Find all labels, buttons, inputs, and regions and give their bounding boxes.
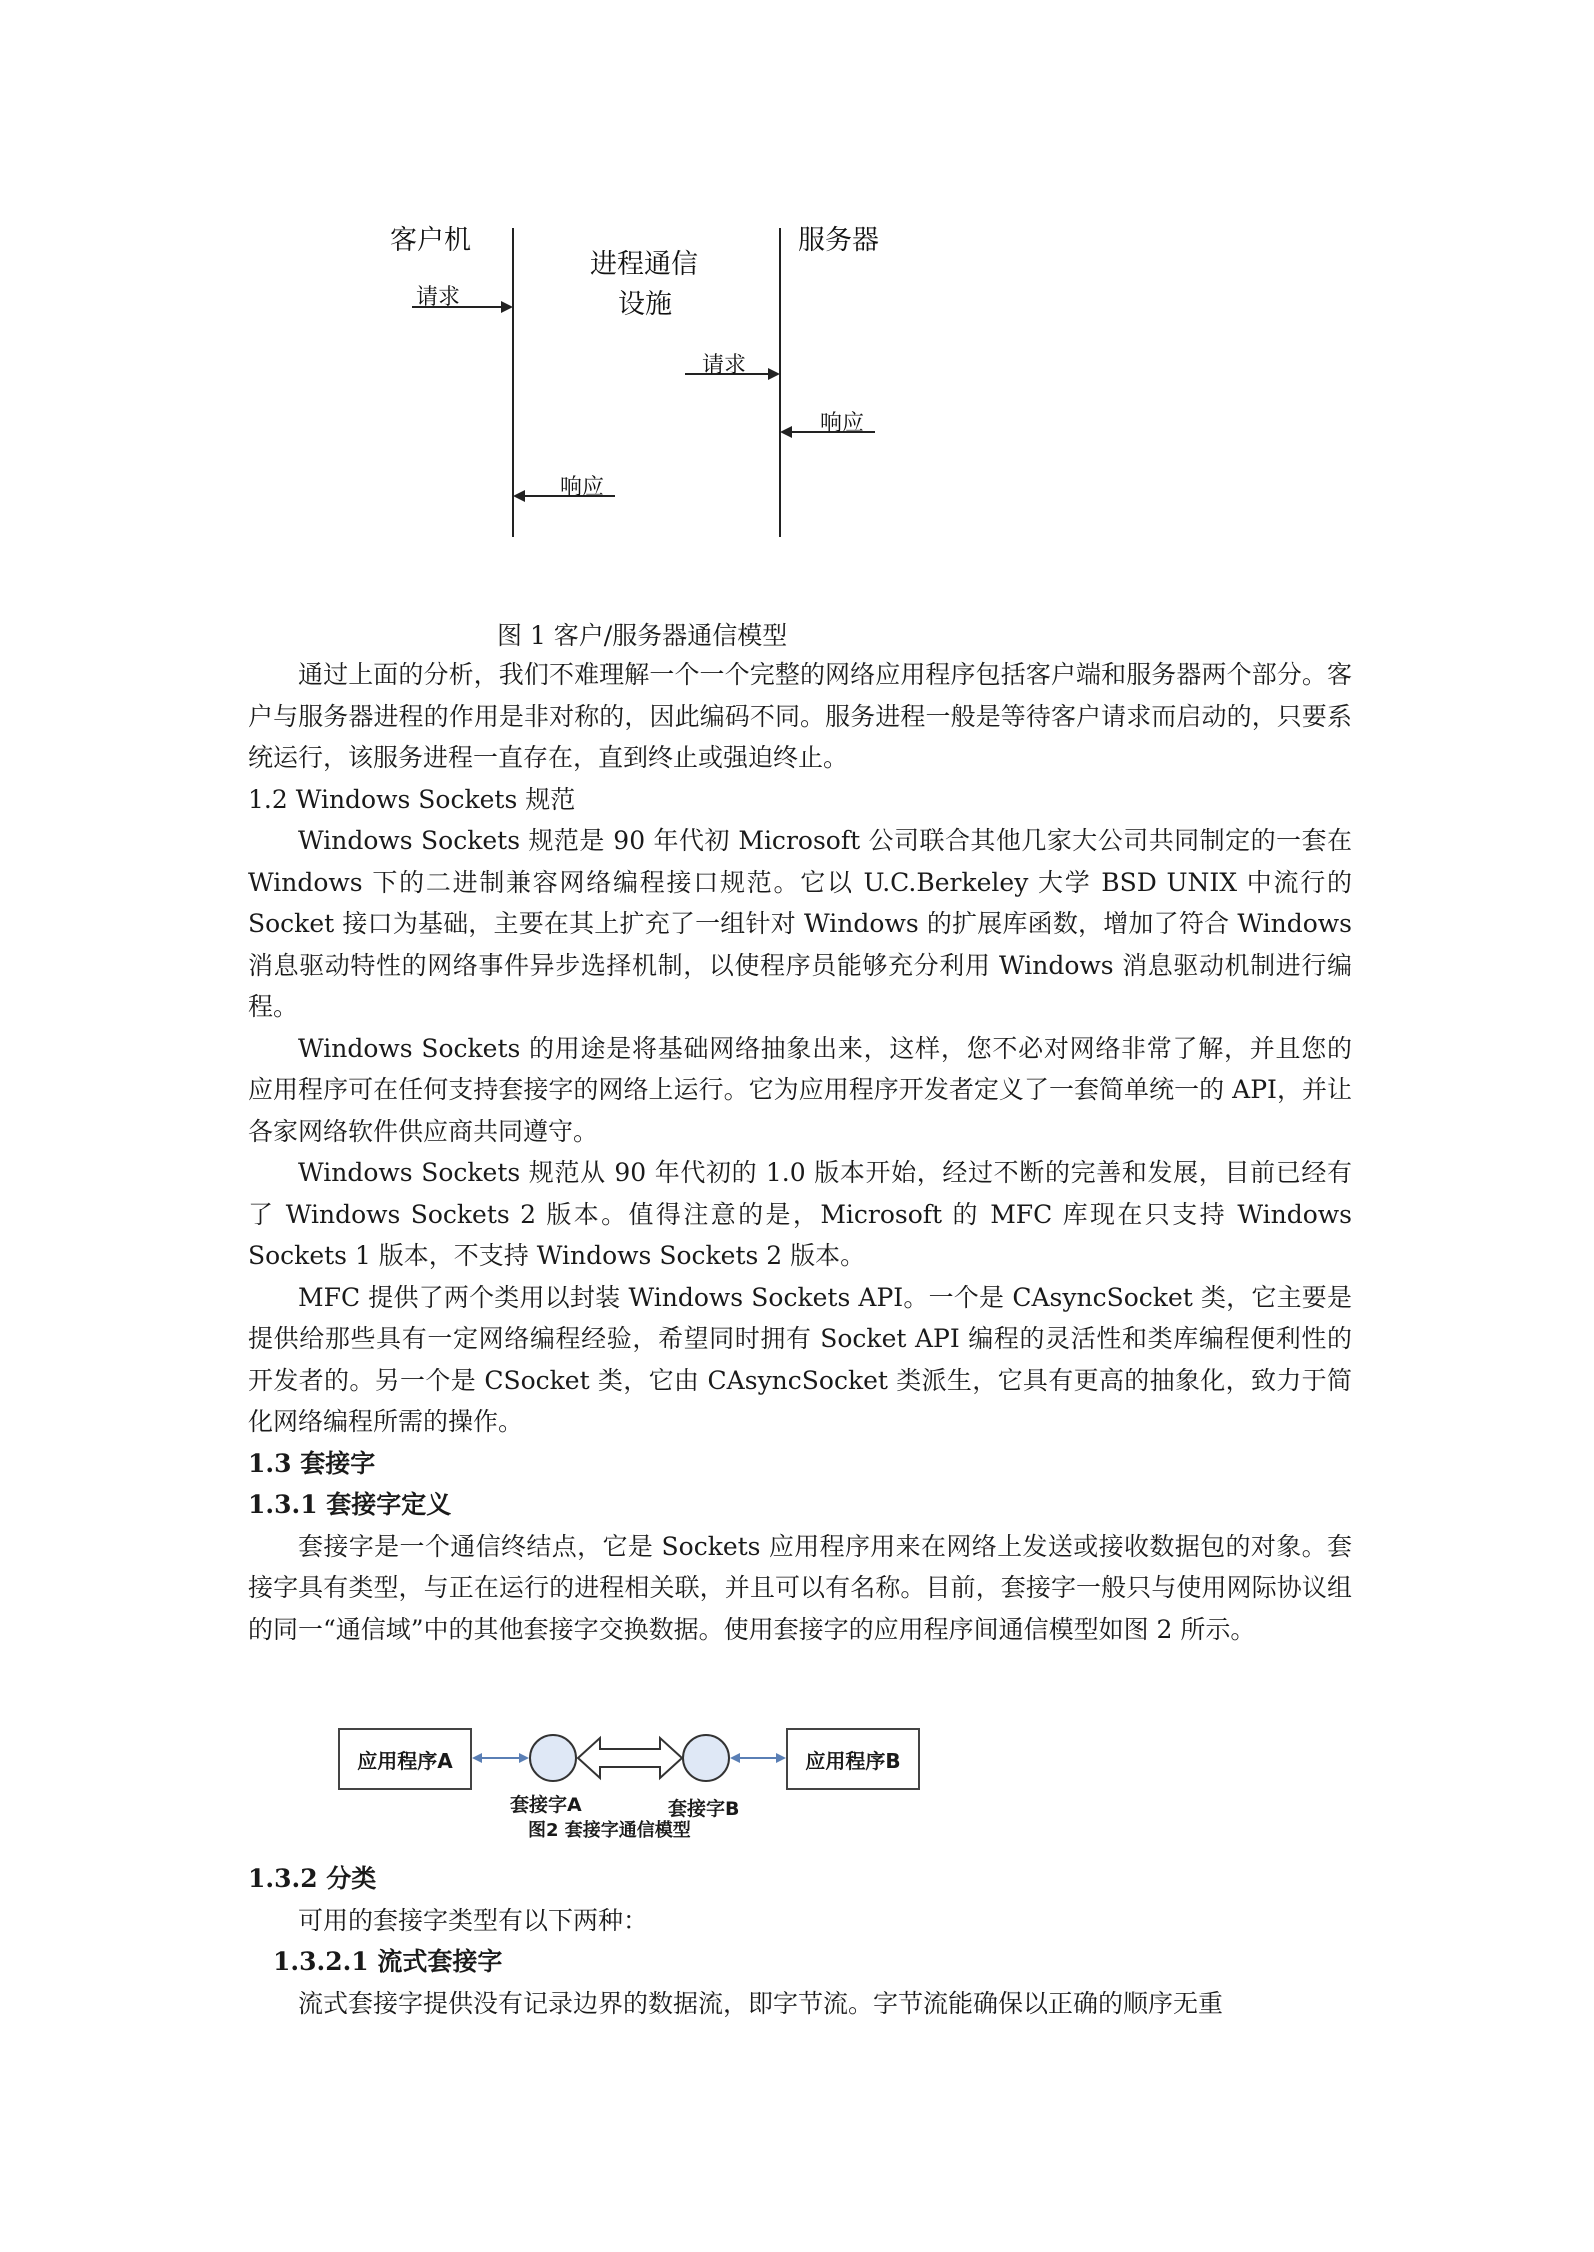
paragraph: Windows Sockets 的用途是将基础网络抽象出来，这样，您不必对网络非常了解，并且您的应用程序可在任何支持套接字的网络上运行。它为应用程序开发者定义了一套简单统一的 API，并让各家网络软件供应商共同遵守。 [248,1033,1352,1146]
figure1-caption: 图 1 客户/服务器通信模型 [497,621,788,650]
paragraph: 套接字是一个通信终结点，它是 Sockets 应用程序用来在网络上发送或接收数据包的对象。套接字具有类型，与正在运行的进程相关联，并且可以有名称。目前，套接字一般只与使用网际协议组的同一“通信域”中的其他套接字交换数据。使用套接字的应用程序间通信模型如图 2 所示。 [248,1531,1352,1644]
section-heading: 1.2 Windows Sockets 规范 [248,784,576,814]
paragraph: Windows Sockets 规范从 90 年代初的 1.0 版本开始，经过不断的完善和发展，目前已经有了 Windows Sockets 2 版本。值得注意的是，Microsoft 的 MFC 库现在只支持 Windows Sockets 1 版本，不支持 Windows Sockets 2 版本。 [248,1158,1352,1270]
paragraph: Windows Sockets 规范是 90 年代初 Microsoft 公司联合其他几家大公司共同制定的一套在 Windows 下的二进制兼容网络编程接口规范。它以 U.C.Berkeley 大学 BSD UNIX 中流行的 Socket 接口为基础，主要在其上扩充了一组针对 Windows 的扩展库函数，增加了符合 Windows 消息驱动特性的网络事件异步选择机制，以使程序员能够充分利用 Windows 消息驱动机制进行编程。 [248,826,1352,1021]
server-label: 服务器 [798,225,879,256]
response-label-2: 响应 [560,475,605,500]
ipc-label-line2: 设施 [618,289,672,320]
paragraph: 通过上面的分析，我们不难理解一个一个完整的网络应用程序包括客户端和服务器两个部分。客户与服务器进程的作用是非对称的，因此编码不同。服务进程一般是等待客户请求而启动的，只要系统运行，该服务进程一直存在，直到终止或强迫终止。 [248,660,1352,772]
socket-b-label: 套接字B [668,1798,740,1820]
section-heading: 1.3 套接字 [248,1448,376,1478]
request-label-2: 请求 [702,353,747,378]
section-heading: 1.3.2 分类 [248,1864,377,1893]
body-text-b [248,1858,1352,2024]
client-label: 客户机 [390,225,471,256]
response-label-1: 响应 [820,411,865,436]
paragraph: 可用的套接字类型有以下两种： [298,1905,649,1935]
ipc-label-line1: 进程通信 [590,249,698,280]
figure-client-server-model [350,200,970,580]
request-label-1: 请求 [416,285,461,310]
figure-socket-model [338,1718,918,1841]
app-a-box: 应用程序A [338,1728,472,1790]
paragraph: 流式套接字提供没有记录边界的数据流，即字节流。字节流能确保以正确的顺序无重 [298,1988,1224,2018]
section-heading: 1.3.2.1 流式套接字 [273,1947,503,1976]
section-heading: 1.3.1 套接字定义 [248,1490,452,1519]
paragraph: MFC 提供了两个类用以封装 Windows Sockets API。一个是 CAsyncSocket 类，它主要是提供给那些具有一定网络编程经验，希望同时拥有 Socket API 编程的灵活性和类库编程便利性的开发者的。另一个是 CSocket 类，它由 CAsyncSocket 类派生，它具有更高的抽象化，致力于简化网络编程所需的操作。 [248,1282,1352,1436]
body-text-a [248,654,1352,1650]
socket-a-circle [530,1735,576,1781]
figure2-caption: 图2 套接字通信模型 [528,1820,691,1841]
socket-b-circle [683,1735,729,1781]
socket-a-label: 套接字A [510,1794,582,1816]
app-b-box: 应用程序B [786,1728,920,1790]
